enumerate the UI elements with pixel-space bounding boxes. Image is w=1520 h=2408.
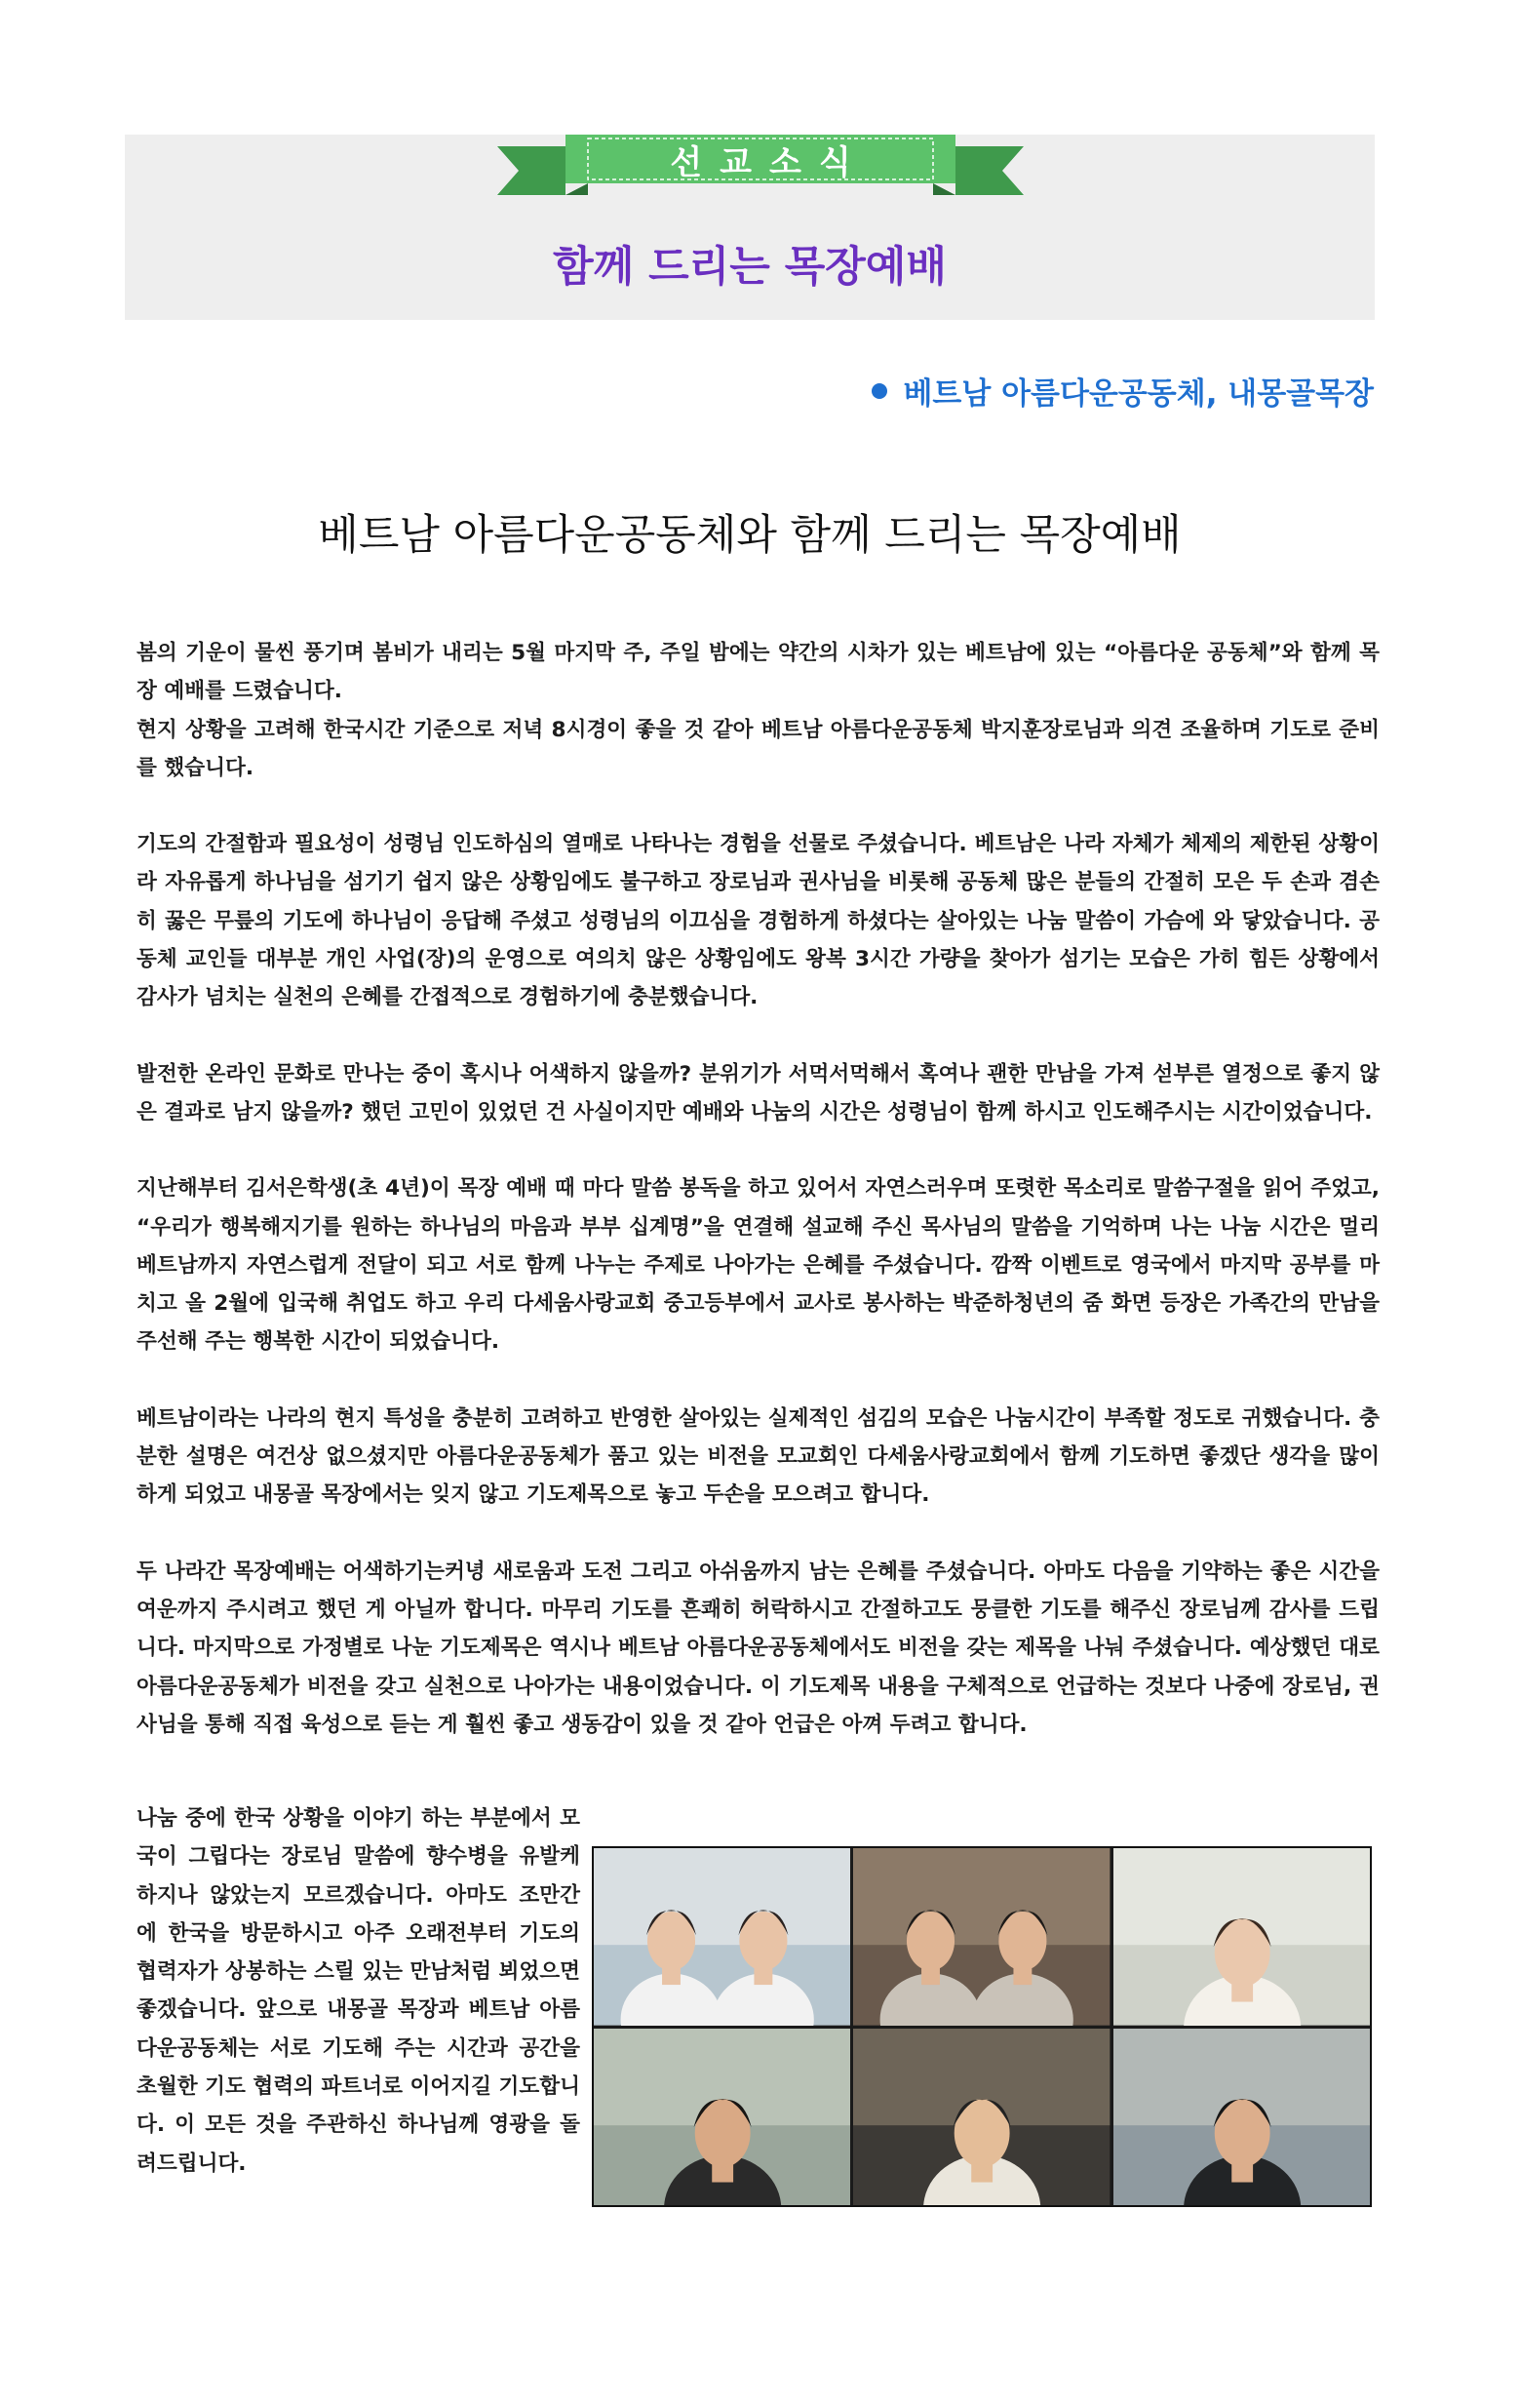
video-call-photo (592, 1846, 1372, 2207)
paragraph-2: 기도의 간절함과 필요성이 성령님 인도하심의 열매로 나타나는 경험을 선물로 주셨습니다. 베트남은 나라 자체가 체제의 제한된 상황이라 자유롭게 하나님을 섬기기 쉽지 않은 상황임에도 불구하고 장로님과 권사님을 비롯해 공동체 많은 분들의 간절히 모은 두 손과 겸손히 꿇은 무릎의 기도에 하나님이 응답해 주셨고 성령님의 이끄심을 경험하게 하셨다는 살아있는 나눔 말씀이 가슴에 와 닿았습니다. 공동체 교인들 대부분 개인 사업(장)의 운영으로 여의치 않은 상황임에도 왕복 3시간 가량을 찾아가 섬기는 모습은 가히 힘든 상황에서 감사가 넘치는 실천의 은혜를 간접적으로 경험하기에 충분했습니다. (136, 832, 1380, 1010)
section-title: 함께 드리는 목장예배 (553, 243, 947, 292)
article-title: 베트남 아름다운공동체와 함께 드리는 목장예배 (318, 511, 1182, 560)
byline (872, 369, 1374, 413)
participant-image (594, 2029, 850, 2206)
section-ribbon (497, 127, 1024, 205)
video-tile (1113, 1848, 1370, 2026)
video-tile (594, 2029, 850, 2206)
bullet-icon (872, 383, 887, 399)
participant-image (1113, 2029, 1370, 2206)
article-body (136, 634, 1380, 1744)
video-tile (594, 1848, 850, 2026)
section-label: 선교소식 (670, 142, 869, 182)
participant-image (853, 2029, 1110, 2206)
paragraph-5: 베트남이라는 나라의 현지 특성을 충분히 고려하고 반영한 살아있는 실제적인 섬김의 모습은 나눔시간이 부족할 정도로 귀했습니다. 충분한 설명은 여건상 없으셨지만 아름다운공동체가 품고 있는 비전을 모교회인 다세움사랑교회에서 함께 기도하면 좋겠단 생각을 많이 하게 되었고 내몽골 목장에서는 잊지 않고 기도제목으로 놓고 두손을 모으려고 합니다. (136, 1405, 1380, 1508)
video-tile (853, 2029, 1110, 2206)
paragraph-6: 두 나라간 목장예배는 어색하기는커녕 새로움과 도전 그리고 아쉬움까지 남는 은혜를 주셨습니다. 아마도 다음을 기약하는 좋은 시간을 여운까지 주시려고 했던 게 아닐까 합니다. 마무리 기도를 흔쾌히 허락하시고 간절하고도 뭉클한 기도를 해주신 장로님께 감사를 드립니다. 마지막으로 가정별로 나눈 기도제목은 역시나 베트남 아름다운공동체에서도 비전을 갖는 제목을 나눠 주셨습니다. 예상했던 대로 아름다운공동체가 비전을 갖고 실천으로 나아가는 내용이었습니다. 이 기도제목 내용을 구체적으로 언급하는 것보다 나중에 장로님, 권사님을 통해 직접 육성으로 듣는 게 훨씬 좋고 생동감이 있을 것 같아 언급은 아껴 두려고 합니다. (136, 1559, 1380, 1737)
paragraph-3: 발전한 온라인 문화로 만나는 중이 혹시나 어색하지 않을까? 분위기가 서먹서먹해서 혹여나 괜한 만남을 가져 섣부른 열정으로 좋지 않은 결과로 남지 않을까? 했던 고민이 있었던 건 사실이지만 예배와 나눔의 시간은 성령님이 함께 하시고 인도해주시는 시간이었습니다. (136, 1061, 1380, 1125)
closing-paragraph: 나눔 중에 한국 상황을 이야기 하는 부분에서 모국이 그립다는 장로님 말씀에 향수병을 유발케 하지나 않았는지 모르겠습니다. 아마도 조만간에 한국을 방문하시고 아주 오래전부터 기도의 협력자가 상봉하는 스릴 있는 만남처럼 뵈었으면 좋겠습니다. 앞으로 내몽골 목장과 베트남 아름다운공동체는 서로 기도해 주는 시간과 공간을 초월한 기도 협력의 파트너로 이어지길 기도합니다. 이 모든 것을 주관하신 하나님께 영광을 돌려드립니다. (136, 1806, 580, 2176)
participant-image (594, 1848, 850, 2026)
video-tile (1113, 2029, 1370, 2206)
participant-image (1113, 1848, 1370, 2026)
paragraph-4: 지난해부터 김서은학생(초 4년)이 목장 예배 때 마다 말씀 봉독을 하고 있어서 자연스러우며 또렷한 목소리로 말씀구절을 읽어 주었고, “우리가 행복해지기를 원하는 하나님의 마음과 부부 십계명”을 연결해 설교해 주신 목사님의 말씀을 기억하며 나는 나눔 시간은 멀리 베트남까지 자연스럽게 전달이 되고 서로 함께 나누는 주제로 나아가는 은혜를 주셨습니다. 깜짝 이벤트로 영국에서 마지막 공부를 마치고 올 2월에 입국해 취업도 하고 우리 다세움사랑교회 중고등부에서 교사로 봉사하는 박준하청년의 줌 화면 등장은 가족간의 만남을 주선해 주는 행복한 시간이 되었습니다. (136, 1176, 1380, 1355)
video-tile (853, 1848, 1110, 2026)
participant-image (853, 1848, 1110, 2026)
byline-text: 베트남 아름다운공동체, 내몽골목장 (903, 376, 1374, 412)
paragraph-1: 봄의 기운이 물씬 풍기며 봄비가 내리는 5월 마지막 주, 주일 밤에는 약간의 시차가 있는 베트남에 있는 “아름다운 공동체”와 함께 목장 예배를 드렸습니다. 현지 상황을 고려해 한국시간 기준으로 저녁 8시경이 좋을 것 같아 베트남 아름다운공동체 박지훈장로님과 의견 조율하며 기도로 준비를 했습니다. (136, 641, 1380, 780)
